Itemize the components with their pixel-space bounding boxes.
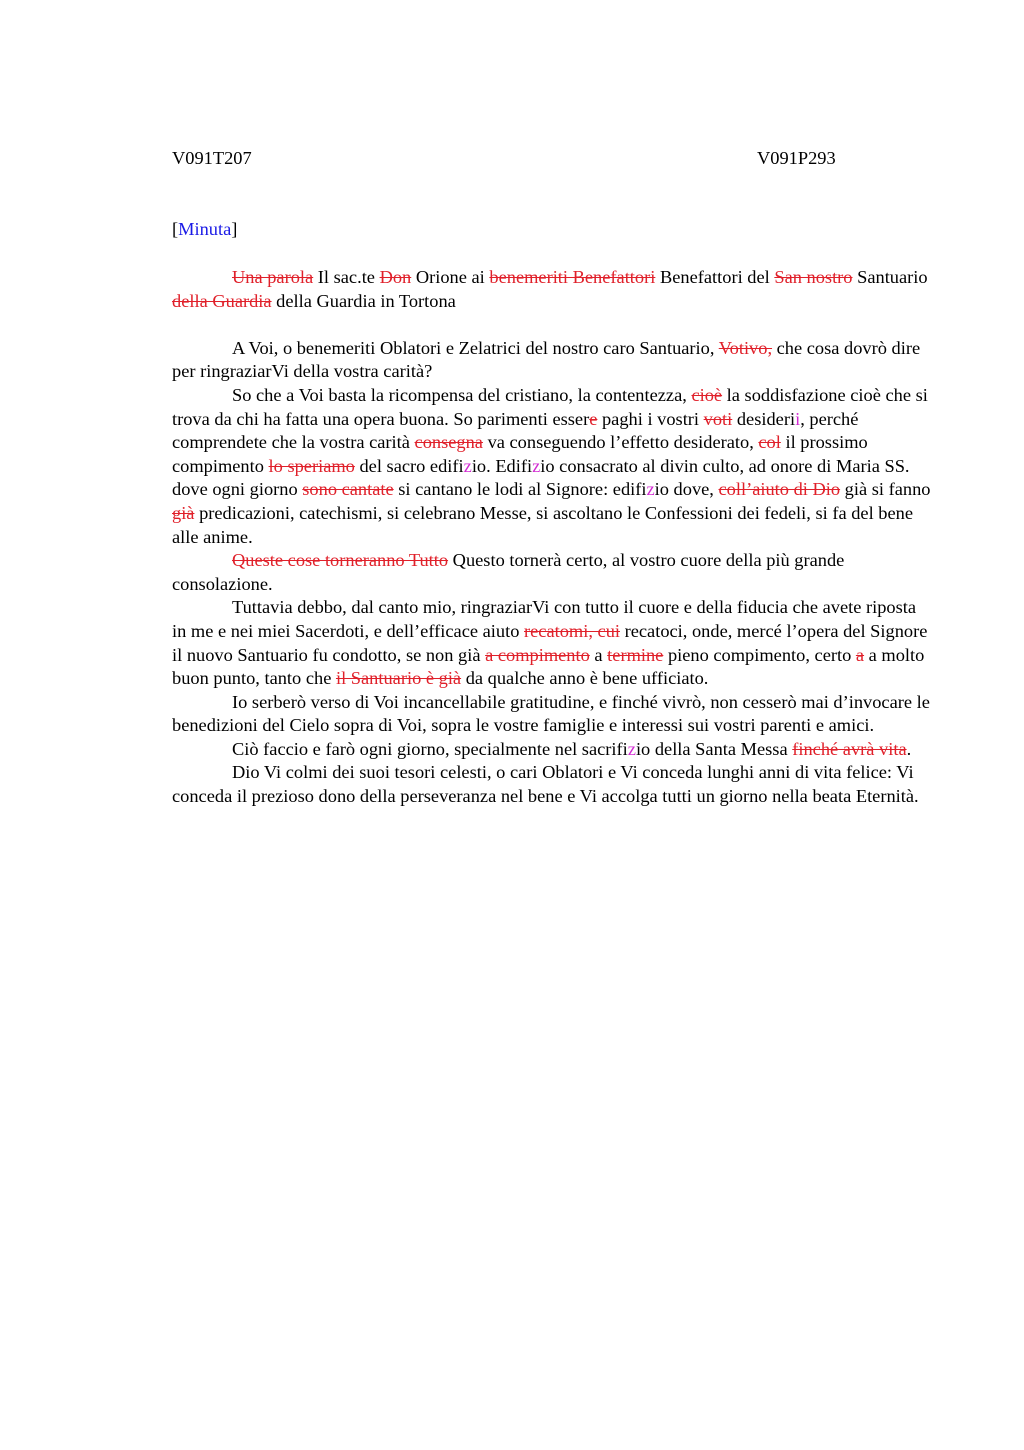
inserted-text: z	[463, 455, 472, 476]
text-run: da qualche anno è bene ufficiato.	[461, 668, 709, 689]
deleted-text: Votivo,	[718, 337, 773, 358]
minuta-word: Minuta	[178, 219, 232, 239]
document-code-left: V091T207	[172, 148, 252, 168]
deleted-text: benemeriti Benefattori	[489, 267, 656, 287]
text-run: della Guardia in Tortona	[271, 290, 456, 311]
letter-title	[172, 266, 932, 313]
deleted-text: recatomi, cui	[524, 620, 620, 641]
letter-paragraph	[172, 691, 932, 738]
deleted-text: della Guardia	[172, 290, 272, 311]
text-run: Benefattori del	[655, 267, 775, 287]
deleted-text: coll’aiuto di Dio	[718, 479, 841, 500]
deleted-text: Don	[379, 267, 412, 287]
text-run: pieno compimento, certo	[663, 644, 856, 665]
text-run: Ciò faccio e farò ogni giorno, specialmente nel sacrifi	[232, 738, 628, 759]
text-run: .	[906, 738, 912, 759]
deleted-text: il Santuario è già	[335, 668, 462, 689]
deleted-text: col	[758, 432, 781, 453]
letter-paragraph	[172, 738, 932, 762]
minuta-bracket-open: [	[172, 219, 179, 239]
deleted-text: cioè	[691, 384, 723, 405]
deleted-text: voti	[703, 408, 733, 429]
text-run: Dio Vi colmi dei suoi tesori celesti, o cari Oblatori e Vi conceda lunghi anni di vita felice: Vi conceda il prezioso dono della perseveranza nel bene e Vi accolga tutti un giorno nella beata Eternità.	[172, 762, 919, 807]
deleted-text: finché avrà vita	[792, 738, 907, 759]
text-run: recatoci, onde, mercé l’opera del Signore il nuovo Santuario fu condotto, se non già	[172, 620, 928, 665]
text-run: , perché comprendete che la vostra carità	[172, 408, 859, 453]
deleted-text: Una parola	[232, 267, 314, 287]
text-run: Il sac.te	[313, 267, 380, 287]
deleted-text: già	[172, 502, 195, 523]
letter-paragraph	[172, 761, 932, 808]
minuta-label	[172, 218, 237, 242]
text-run: paghi i vostri	[597, 408, 704, 429]
text-run: io consacrato al divin culto, ad onore di Maria SS. dove ogni giorno	[172, 455, 910, 500]
text-run: va conseguendo l’effetto desiderato,	[482, 432, 759, 453]
deleted-text: consegna	[414, 432, 483, 453]
text-run: Tuttavia debbo, dal canto mio, ringraziarVi con tutto il cuore e della fiducia che avete riposta in me e nei miei Sacerdoti, e dell’efficace aiuto	[172, 597, 917, 641]
deleted-text: San nostro	[774, 267, 853, 287]
text-run: si cantano le lodi al Signore: edifi	[393, 479, 647, 500]
text-run: Questo tornerà certo, al vostro cuore della più grande consolazione.	[172, 550, 845, 594]
letter-paragraph	[172, 549, 932, 596]
document-code-right: V091P293	[757, 148, 836, 168]
letter-body	[172, 266, 932, 809]
text-run: io. Edifi	[471, 455, 533, 476]
text-run: A Voi, o benemeriti Oblatori e Zelatrici del nostro caro Santuario,	[232, 337, 719, 358]
text-run: io dove,	[654, 479, 719, 500]
deleted-text: Queste cose torneranno Tutto	[232, 550, 449, 571]
letter-paragraphs	[172, 337, 932, 809]
text-run: Io serberò verso di Voi incancellabile gratitudine, e finché vivrò, non cesserò mai d’invocare le benedizioni del Cielo sopra di Voi, sopra le vostre famiglie e interessi sui vostri parenti e amici.	[172, 691, 930, 736]
deleted-text: a	[855, 644, 865, 665]
inserted-text: z	[627, 738, 636, 759]
inserted-text: z	[646, 479, 655, 500]
text-run: a	[589, 644, 608, 665]
letter-paragraph	[172, 596, 932, 690]
text-run: So che a Voi basta la ricompensa del cristiano, la contentezza,	[232, 384, 692, 405]
deleted-text: termine	[607, 644, 664, 665]
text-run: che cosa dovrò dire per ringraziarVi della vostra carità?	[172, 337, 921, 382]
letter-paragraph	[172, 384, 932, 549]
text-run: la soddisfazione cioè che si trova da chi ha fatta una opera buona. So parimenti esser	[172, 384, 928, 429]
text-run: io della Santa Messa	[635, 738, 793, 759]
text-run: già si fanno	[840, 479, 931, 500]
deleted-text: lo speriamo	[268, 455, 355, 476]
letter-paragraph	[172, 337, 932, 384]
inserted-text: i	[795, 408, 801, 429]
deleted-text: a compimento	[485, 644, 590, 665]
text-run: del sacro edifi	[354, 455, 464, 476]
deleted-text: e	[589, 408, 598, 429]
text-run: desideri	[732, 408, 796, 429]
text-run: il prossimo compimento	[172, 432, 868, 476]
minuta-bracket-close: ]	[231, 219, 238, 239]
text-run: Orione ai	[411, 267, 490, 287]
text-run: Santuario	[852, 267, 928, 287]
text-run: predicazioni, catechismi, si celebrano Messe, si ascoltano le Confessioni dei fedeli, si fa del bene alle anime.	[172, 502, 913, 547]
deleted-text: sono cantate	[302, 479, 394, 500]
inserted-text: z	[532, 455, 541, 476]
text-run: a molto buon punto, tanto che	[172, 644, 925, 689]
